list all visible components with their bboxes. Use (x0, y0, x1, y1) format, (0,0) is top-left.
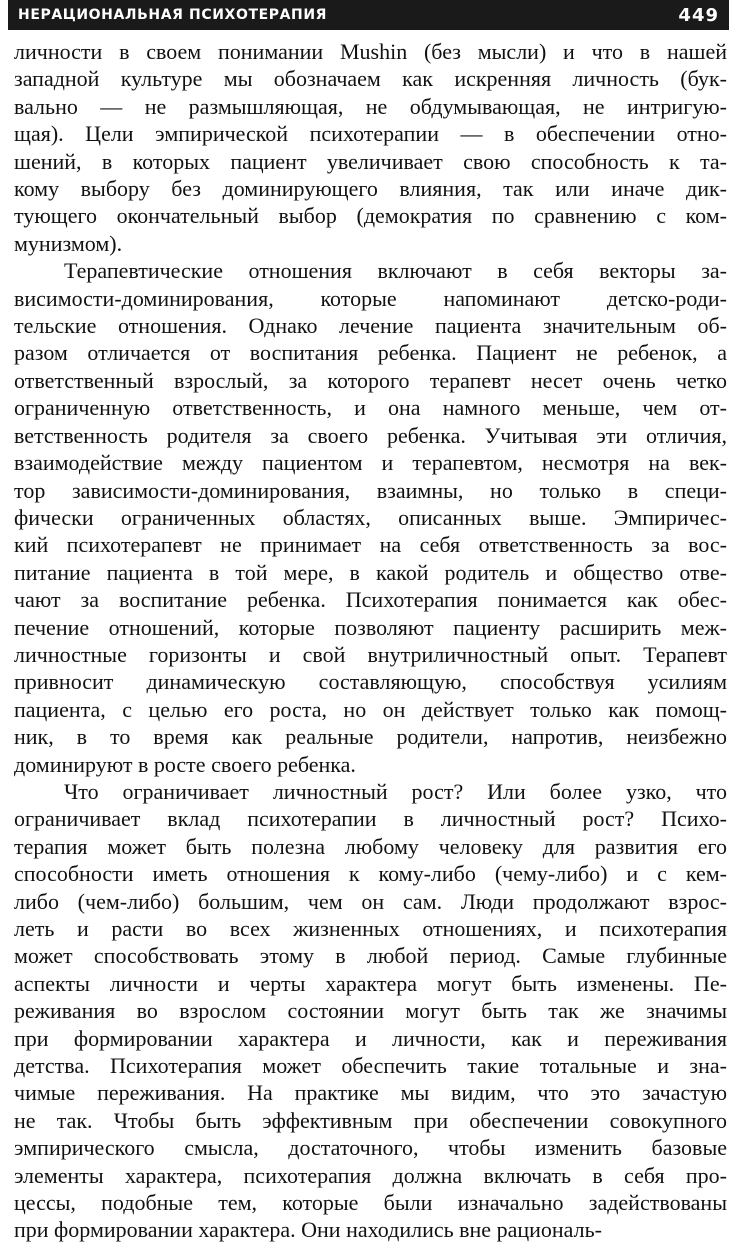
text-line: Что ограничивает личностный рост? Или более узко, что (64, 778, 727, 804)
text-line: при формировании характера. Они находились вне рациональ- (14, 1217, 602, 1243)
text-line: чают за воспитание ребенка. Психотерапия понимается как обес- (14, 587, 727, 613)
text-line: ответственный взрослый, за которого терапевт несет очень четко (14, 367, 727, 393)
text-line: тельские отношения. Однако лечение пациента значительным об- (14, 313, 727, 339)
text-line: Терапевтические отношения включают в себя векторы за- (64, 258, 727, 284)
text-line: ник, в то время как реальные родители, напротив, неизбежно (14, 724, 727, 750)
text-line: кому выбору без доминирующего влияния, так или иначе дик- (14, 176, 727, 202)
text-line: западной культуре мы обозначаем как искренняя личность (бук- (14, 66, 727, 92)
text-line: леть и расти во всех жизненных отношениях, и психотерапия (14, 916, 727, 941)
text-line: доминируют в росте своего ребенка. (14, 751, 356, 777)
running-head (8, 0, 729, 30)
text-line: кий психотерапевт не принимает на себя ответственность за вос- (14, 532, 727, 558)
text-line: личностные горизонты и свой внутриличностный опыт. Терапевт (14, 641, 727, 667)
text-line: эмпирического смысла, достаточного, чтобы изменить базовые (14, 1135, 727, 1161)
text-line: вально — не размышляющая, не обдумывающая, не интригую- (14, 93, 727, 119)
text-line: реживания во взрослом состоянии могут быть так же значимы (14, 998, 727, 1024)
page-number: 449 (678, 4, 719, 26)
text-line: печение отношений, которые позволяют пациенту расширить меж- (14, 614, 727, 640)
text-line: личности в своем понимании Mushin (без мысли) и что в нашей (14, 39, 727, 64)
text-line: мунизмом). (14, 230, 123, 256)
running-head-title: НЕРАЦИОНАЛЬНАЯ ПСИХОТЕРАПИЯ (18, 7, 328, 23)
text-line: висимости-доминирования, которые напоминают детско-роди- (14, 285, 727, 311)
text-line: пациента, с целью его роста, но он действует только как помощ- (14, 696, 727, 722)
text-line: при формировании характера и личности, как и переживания (14, 1025, 727, 1051)
text-line: шений, в которых пациент увеличивает свою способность к та- (14, 148, 727, 174)
text-line: питание пациента в той мере, в какой родитель и общество отве- (14, 559, 727, 585)
text-line: элементы характера, психотерапия должна включать в себя про- (14, 1162, 727, 1188)
text-line: способности иметь отношения к кому-либо (чему-либо) и с кем- (14, 861, 727, 887)
text-line: тор зависимости-доминирования, взаимны, но только в специ- (14, 477, 727, 503)
text-line: либо (чем-либо) большим, чем он сам. Люди продолжают взрос- (14, 888, 727, 914)
text-line: детства. Психотерапия может обеспечить такие тотальные и зна- (14, 1053, 727, 1079)
text-line: ветственность родителя за своего ребенка. Учитывая эти отличия, (14, 422, 727, 448)
text-line: цессы, подобные тем, которые были изначально задействованы (14, 1190, 727, 1216)
text-line: не так. Чтобы быть эффективным при обеспечении совокупного (14, 1107, 727, 1133)
text-line: может способствовать этому в любой период. Самые глубинные (14, 943, 727, 969)
text-line: ограниченную ответственность, и она намного меньше, чем от- (14, 395, 727, 421)
paragraph-1 (14, 38, 727, 257)
text-line: ограничивает вклад психотерапии в личностный рост? Психо- (14, 806, 727, 832)
text-line: терапия может быть полезна любому человеку для развития его (14, 833, 727, 859)
text-line: тующего окончательный выбор (демократия по сравнению с ком- (14, 203, 727, 229)
text-line: привносит динамическую составляющую, способствуя усилиям (14, 669, 727, 695)
body-text (14, 38, 727, 1244)
text-line: чимые переживания. На практике мы видим, что это зачастую (14, 1080, 727, 1106)
text-line: взаимодействие между пациентом и терапевтом, несмотря на век- (14, 450, 727, 476)
text-line: разом отличается от воспитания ребенка. Пациент не ребенок, а (14, 340, 727, 366)
text-line: фически ограниченных областях, описанных выше. Эмпиричес- (14, 504, 727, 530)
paragraph-2 (14, 257, 727, 778)
paragraph-3 (14, 778, 727, 1244)
text-line: щая). Цели эмпирической психотерапии — в обеспечении отно- (14, 121, 727, 147)
text-line: аспекты личности и черты характера могут быть изменены. Пе- (14, 970, 727, 996)
